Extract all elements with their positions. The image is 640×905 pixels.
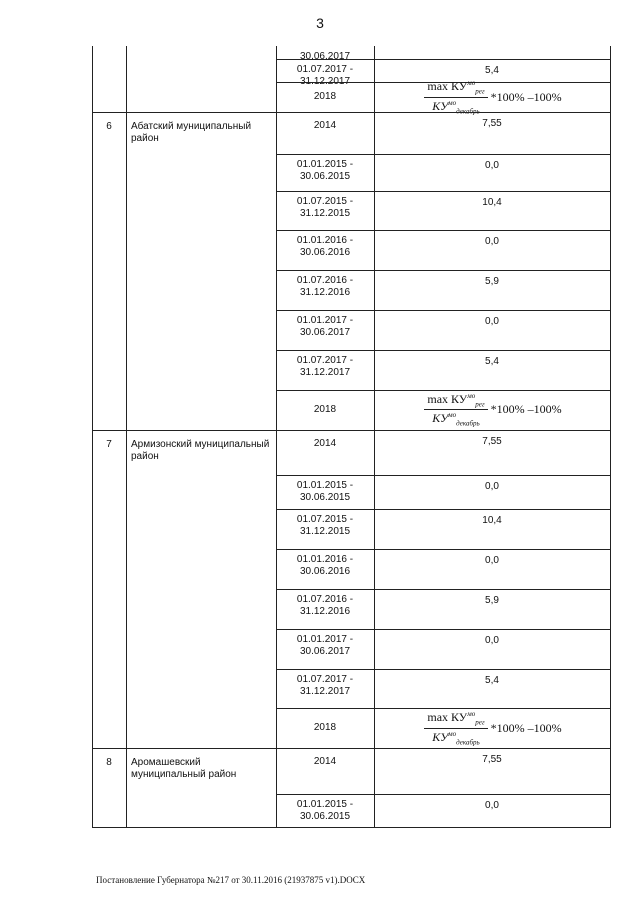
formula-numerator: max КУ [427,79,468,94]
formula-denominator-sup: мо [448,729,457,738]
row-divider [92,430,611,431]
column-divider [126,46,127,828]
value-cell: 0,0 [485,634,499,646]
period-cell: 30.06.2017 [299,51,351,62]
row-divider [276,629,611,630]
row-divider [276,475,611,476]
period-cell: 01.07.2015 - 31.12.2015 [296,195,354,219]
value-cell: 0,0 [485,481,499,493]
formula-numerator-sup: мо [467,391,476,400]
row-divider [276,59,611,60]
period-cell: 2014 [313,120,337,132]
value-cell: 5,4 [485,674,499,686]
period-cell: 2018 [313,91,337,103]
growth-formula [380,79,606,115]
value-cell: 10,4 [482,196,502,208]
row-divider [92,748,611,749]
period-cell: 2014 [313,756,337,768]
value-cell: 7,55 [482,754,502,766]
value-cell: 0,0 [485,316,499,328]
value-cell: 7,55 [482,118,502,130]
row-divider [276,310,611,311]
period-cell: 01.01.2016 - 30.06.2016 [296,554,354,578]
row-number: 8 [106,757,112,769]
period-cell: 01.01.2016 - 30.06.2016 [296,235,354,259]
formula-tail: *100% –100% [490,720,562,735]
value-cell: 0,0 [485,799,499,811]
row-divider [276,390,611,391]
growth-formula [380,710,606,746]
formula-denominator-sub: декабрь [456,419,480,428]
value-cell: 0,0 [485,555,499,567]
row-divider [276,270,611,271]
row-number: 6 [106,121,112,133]
formula-denominator-sub: декабрь [456,738,480,747]
row-number: 7 [106,438,112,450]
formula-numerator-sub: рег [475,400,485,409]
period-cell: 01.07.2017 - 31.12.2017 [296,673,354,697]
formula-numerator-sub: рег [475,718,485,727]
district-name: Армизонский муниципальный район [131,438,270,462]
period-cell: 01.01.2015 - 30.06.2015 [296,158,354,182]
value-cell: 5,4 [485,65,499,77]
period-cell: 2014 [313,437,337,449]
value-cell: 5,9 [485,276,499,288]
district-name: Аромашевский муниципальный район [131,757,237,781]
formula-numerator: max КУ [427,391,468,406]
value-cell: 0,0 [485,236,499,248]
period-cell: 01.07.2017 - 31.12.2017 [296,354,354,378]
row-divider [276,350,611,351]
formula-denominator: КУ [432,411,449,426]
row-divider [276,509,611,510]
formula-denominator: КУ [432,729,449,744]
formula-numerator-sup: мо [467,79,476,88]
value-cell: 7,55 [482,435,502,447]
formula-numerator-sub: рег [475,87,485,96]
row-divider [276,549,611,550]
row-divider [276,154,611,155]
period-cell: 01.01.2015 - 30.06.2015 [296,798,354,822]
row-divider [276,708,611,709]
row-divider [276,794,611,795]
formula-denominator-sup: мо [448,98,457,107]
formula-tail: *100% –100% [490,402,562,417]
formula-denominator: КУ [432,98,449,113]
formula-numerator: max КУ [427,710,468,725]
period-cell: 01.07.2016 - 31.12.2016 [296,593,354,617]
growth-formula [380,392,606,428]
formula-numerator-sup: мо [467,710,476,719]
period-cell: 01.07.2017 - 31.12.2017 [296,64,354,88]
document-footer: Постановление Губернатора №217 от 30.11.2016 (21937875 v1).DOCX [96,875,366,885]
page-number: 3 [316,15,324,31]
value-cell: 10,4 [482,515,502,527]
value-cell: 5,9 [485,594,499,606]
row-divider [92,112,611,113]
row-divider [276,669,611,670]
formula-denominator-sup: мо [448,411,457,420]
row-divider [276,191,611,192]
period-cell: 2018 [313,722,337,734]
row-divider [276,589,611,590]
period-cell: 01.01.2015 - 30.06.2015 [296,480,354,504]
period-cell: 01.07.2015 - 31.12.2015 [296,514,354,538]
period-cell: 2018 [313,403,337,415]
period-cell: 01.01.2017 - 30.06.2017 [296,633,354,657]
formula-tail: *100% –100% [490,89,562,104]
row-divider [276,230,611,231]
value-cell: 5,4 [485,355,499,367]
district-name: Абатский муниципальный район [131,121,252,145]
period-cell: 01.01.2017 - 30.06.2017 [296,315,354,339]
formula-denominator-sub: декабрь [456,107,480,115]
period-cell: 01.07.2016 - 31.12.2016 [296,275,354,299]
value-cell: 0,0 [485,159,499,171]
